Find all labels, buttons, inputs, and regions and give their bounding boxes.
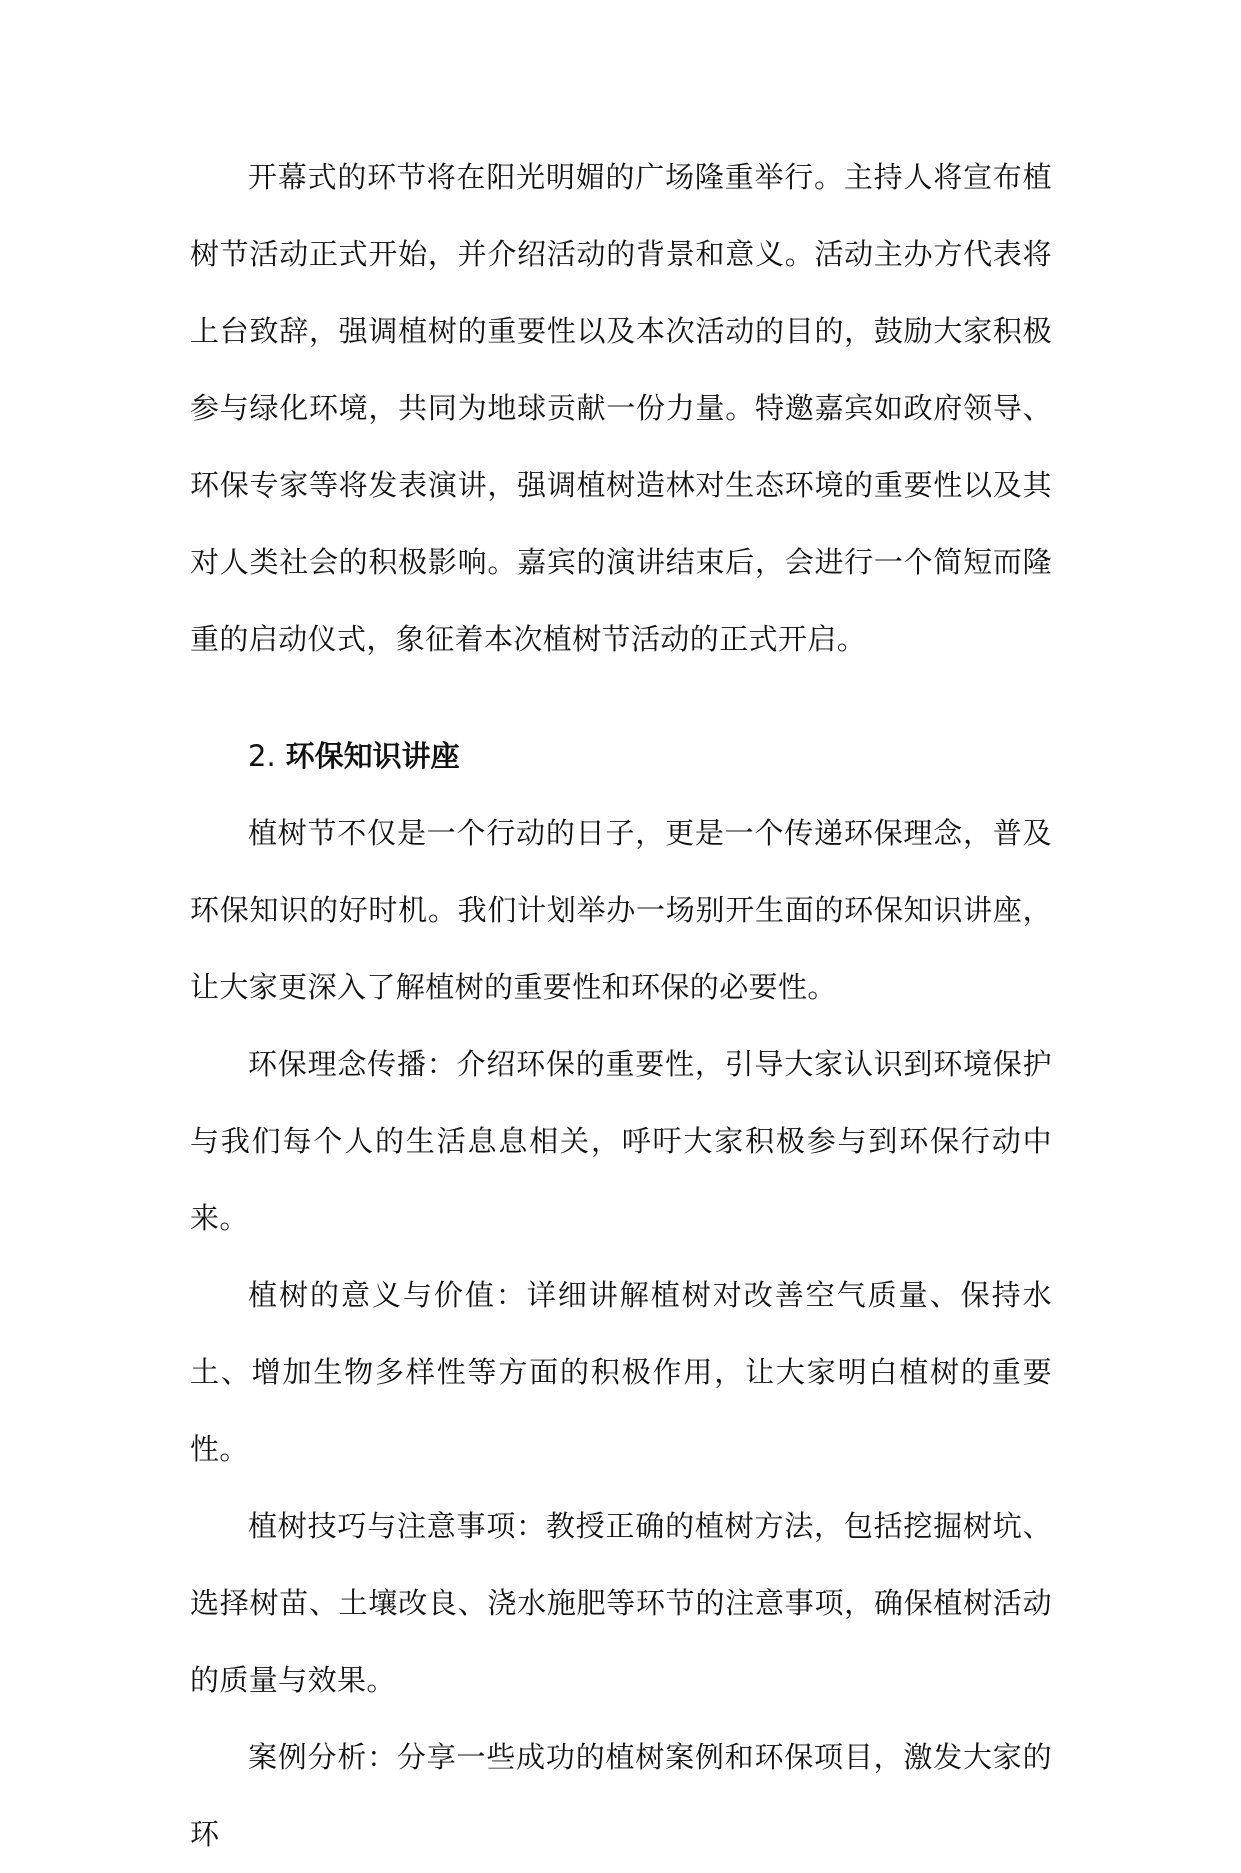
section-title: 环保知识讲座 (285, 739, 460, 773)
paragraph-lecture-intro: 植树节不仅是一个行动的日子，更是一个传递环保理念，普及环保知识的好时机。我们计划举办一场别开生面的环保知识讲座，让大家更深入了解植树的重要性和环保的必要性。 (190, 816, 1052, 1004)
document-body (190, 139, 1052, 1873)
paragraph-case-analysis: 案例分析：分享一些成功的植树案例和环保项目，激发大家的环 (190, 1740, 1052, 1851)
section-number: 2. (248, 739, 276, 773)
paragraph-planting-tips: 植树技巧与注意事项：教授正确的植树方法，包括挖掘树坑、选择树苗、土壤改良、浇水施肥等环节的注意事项，确保植树活动的质量与效果。 (190, 1509, 1052, 1697)
paragraph-opening-ceremony: 开幕式的环节将在阳光明媚的广场隆重举行。主持人将宣布植树节活动正式开始，并介绍活动的背景和意义。活动主办方代表将上台致辞，强调植树的重要性以及本次活动的目的，鼓励大家积极参与绿化环境，共同为地球贡献一份力量。特邀嘉宾如政府领导、环保专家等将发表演讲，强调植树造林对生态环境的重要性以及其对人类社会的积极影响。嘉宾的演讲结束后，会进行一个简短而隆重的启动仪式，象征着本次植树节活动的正式开启。 (190, 160, 1052, 656)
paragraph-tree-value: 植树的意义与价值：详细讲解植树对改善空气质量、保持水土、增加生物多样性等方面的积极作用，让大家明白植树的重要性。 (190, 1278, 1052, 1466)
section-heading (190, 718, 1052, 795)
paragraph-concept-spread: 环保理念传播：介绍环保的重要性，引导大家认识到环境保护与我们每个人的生活息息相关，呼吁大家积极参与到环保行动中来。 (190, 1047, 1052, 1235)
